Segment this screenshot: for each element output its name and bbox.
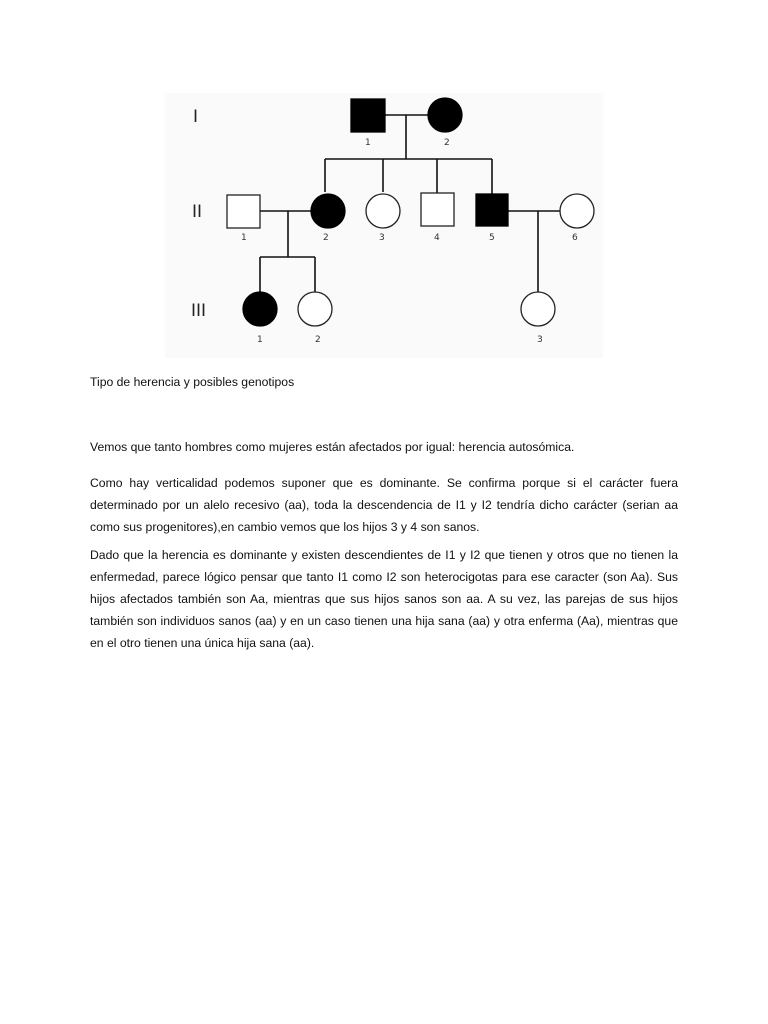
individual-III3 — [521, 292, 555, 326]
individual-label-II5: 5 — [489, 233, 495, 243]
pedigree-lines — [260, 115, 560, 292]
individual-label-II1: 1 — [241, 233, 247, 243]
individual-label-I2: 2 — [444, 138, 450, 148]
paragraph-text: Vemos que tanto hombres como mujeres están afectados por igual: herencia autosómica. — [90, 440, 575, 454]
individual-label-I1: 1 — [365, 138, 371, 148]
individual-I2 — [428, 98, 462, 132]
paragraph-dominance — [90, 472, 678, 538]
individual-label-III1: 1 — [257, 335, 263, 345]
paragraph-inheritance-type — [90, 440, 678, 454]
generation-label-III: III — [191, 301, 207, 321]
individual-II1 — [227, 195, 260, 228]
paragraph-text: Como hay verticalidad podemos suponer que es dominante. Se confirma porque si el carácter fuera determinado por un alelo recesivo (aa), toda la descendencia de I1 y I2 tendría dicho carácter (serian aa como sus progenitores),en cambio vemos que los hijos 3 y 4 son sanos. — [90, 476, 678, 534]
section-heading: Tipo de herencia y posibles genotipos — [90, 375, 295, 389]
paragraph-genotypes — [90, 544, 678, 654]
individual-II5 — [476, 194, 508, 226]
individual-label-II3: 3 — [379, 233, 385, 243]
individual-II3 — [366, 194, 400, 228]
generation-label-II: II — [192, 202, 203, 222]
individual-label-II6: 6 — [572, 233, 578, 243]
paragraph-text: Dado que la herencia es dominante y existen descendientes de I1 y I2 que tienen y otros que no tienen la enfermedad, parece lógico pensar que tanto I1 como I2 son heterocigotas para ese caracter (son Aa). Sus hijos afectados también son Aa, mientras que sus hijos sanos son aa. A su vez, las parejas de sus hijos también son individuos sanos (aa) y en un caso tienen una hija sana (aa) y otra enferma (Aa), mientras que en el otro tienen una única hija sana (aa). — [90, 548, 678, 650]
pedigree-chart — [165, 93, 603, 358]
individual-label-II4: 4 — [434, 233, 440, 243]
individual-II6 — [560, 194, 594, 228]
individual-II2 — [311, 194, 345, 228]
individual-III1 — [243, 292, 277, 326]
individual-label-III2: 2 — [315, 335, 321, 345]
generation-label-I: I — [193, 107, 199, 127]
individual-III2 — [298, 292, 332, 326]
individual-label-II2: 2 — [323, 233, 329, 243]
individual-label-III3: 3 — [537, 335, 543, 345]
individual-I1 — [351, 99, 385, 132]
individual-II4 — [421, 193, 454, 226]
